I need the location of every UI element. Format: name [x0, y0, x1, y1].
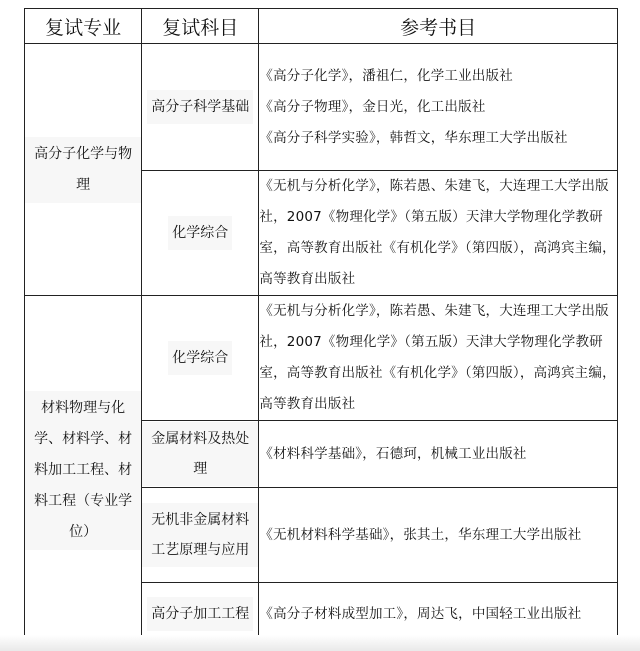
book-entry: 《高分子物理》，金日光，化工出版社: [259, 98, 486, 115]
book-entry: 《无机与分析化学》，陈若愚、朱建飞，大连理工大学出版社，2007《物理化学》（第五版）天津大学物理化学教研室，高等教育出版社《有机化学》（第四版），高鸿宾主编，高等教育出版社: [259, 178, 616, 287]
book-entry: 《材料科学基础》，石德珂，机械工业出版社: [259, 445, 527, 462]
book-entry: 《高分子科学实验》，韩哲文，华东理工大学出版社: [259, 129, 568, 146]
books-cell: [259, 421, 618, 488]
header-subject: 复试科目: [142, 9, 259, 44]
header-major: 复试专业: [25, 9, 142, 44]
book-entry: 《无机与分析化学》，陈若愚、朱建飞，大连理工大学出版社，2007《物理化学》（第五版）天津大学物理化学教研室，高等教育出版社《有机化学》（第四版），高鸿宾主编，高等教育出版社: [259, 303, 616, 412]
book-entry: 《高分子材料成型加工》，周达飞，中国轻工业出版社: [259, 605, 582, 622]
table-row: [25, 296, 618, 421]
subject-cell: [142, 171, 259, 296]
books-cell: [259, 488, 618, 583]
header-row: [25, 9, 618, 44]
books-cell: [259, 296, 618, 421]
subject-cell: [142, 488, 259, 583]
book-entry: 《无机材料科学基础》，张其土，华东理工大学出版社: [259, 526, 582, 543]
books-cell: [259, 44, 618, 171]
major-cell: [25, 44, 142, 296]
subject-cell: [142, 296, 259, 421]
books-cell: [259, 171, 618, 296]
header-books: 参考书目: [259, 9, 618, 44]
subject-label: 化学综合: [168, 341, 232, 375]
major-label: 材料物理与化学、材料学、材料加工工程、材料工程（专业学位）: [25, 391, 141, 550]
subject-label: 无机非金属材料工艺原理与应用: [142, 503, 258, 567]
subject-cell: [142, 44, 259, 171]
bottom-shadow: [0, 635, 640, 651]
subject-label: 高分子科学基础: [147, 90, 253, 124]
subject-label: 化学综合: [168, 216, 232, 250]
book-entry: 《高分子化学》，潘祖仁，化学工业出版社: [259, 67, 513, 84]
major-cell: [25, 296, 142, 646]
subject-label: 高分子加工工程: [147, 597, 253, 631]
table-row: [25, 44, 618, 171]
major-label: 高分子化学与物理: [25, 137, 141, 203]
reference-books-table: [24, 8, 618, 646]
subject-cell: [142, 421, 259, 488]
subject-label: 金属材料及热处理: [142, 422, 258, 486]
